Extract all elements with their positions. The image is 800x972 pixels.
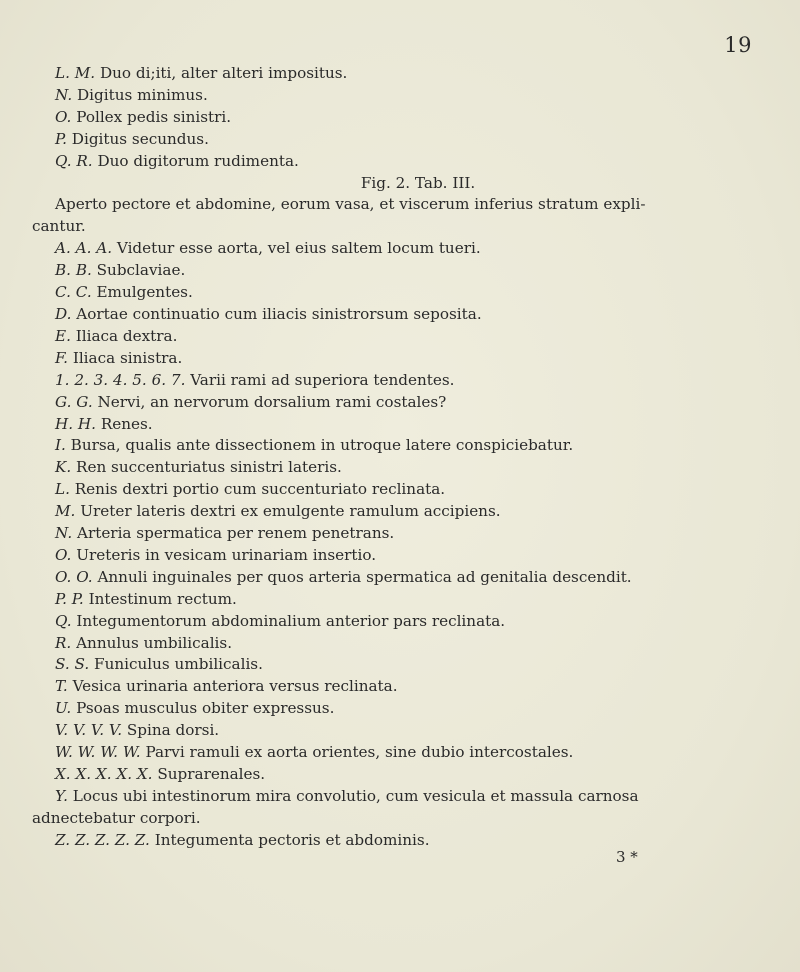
legend-entry-1: [32, 260, 774, 282]
legend-entry-3: [32, 304, 774, 326]
legend-key: O.: [55, 545, 72, 564]
legend-entry-z: [32, 830, 774, 852]
top-entry-0: [32, 63, 774, 85]
intro-line-1: Aperto pectore et abdomine, eorum vasa, et viscerum inferius stratum expli-: [55, 195, 646, 214]
legend-key: T.: [55, 677, 68, 696]
legend-text: Subclaviae.: [96, 261, 186, 280]
legend-key: R.: [55, 633, 72, 652]
legend-key: D.: [55, 304, 72, 323]
top-entry-list: [32, 63, 774, 173]
legend-key: F.: [55, 348, 68, 367]
legend-key: V. V. V. V.: [55, 721, 123, 740]
legend-entry-7: [32, 392, 774, 414]
top-entry-4: [32, 151, 774, 173]
legend-text: Iliaca dextra.: [75, 326, 178, 345]
legend-text: Videtur esse aorta, vel eius saltem locum tueri.: [116, 239, 481, 258]
legend-key: K.: [55, 458, 72, 477]
legend-key: P. P.: [55, 589, 84, 608]
intro-line-2: cantur.: [32, 217, 86, 236]
legend-entry-23: [32, 742, 774, 764]
legend-text: Varii rami ad superiora tendentes.: [190, 370, 455, 389]
legend-key: B. B.: [55, 261, 92, 280]
legend-text: Ureteris in vesicam urinariam insertio.: [76, 545, 377, 564]
legend-key: P.: [55, 129, 67, 148]
legend-text: Duo digitorum rudimenta.: [97, 151, 299, 170]
legend-entry-y-continuation: adnectebatur corpori.: [32, 808, 201, 827]
legend-text: Vesica urinaria anteriora versus reclinata.: [72, 677, 398, 696]
legend-text: Ureter lateris dextri ex emulgente ramulum accipiens.: [80, 502, 501, 521]
legend-text: Duo di;iti, alter alteri impositus.: [99, 64, 348, 82]
legend-key: C. C.: [55, 283, 92, 302]
legend-entry-14: [32, 545, 774, 567]
legend-text: Intestinum rectum.: [88, 589, 237, 608]
legend-key: E.: [55, 326, 71, 345]
page-text: [32, 63, 774, 852]
legend-text: Renis dextri portio cum succenturiato reclinata.: [74, 480, 446, 499]
legend-key: O.: [55, 107, 72, 126]
legend-text: Integumentorum abdominalium anterior pars reclinata.: [76, 611, 506, 630]
legend-entry-16: [32, 589, 774, 611]
legend-text: Annulus umbilicalis.: [76, 633, 233, 652]
legend-entry-19: [32, 654, 774, 676]
legend-key: G. G.: [55, 392, 93, 411]
legend-key: X. X. X. X. X.: [55, 765, 153, 783]
legend-text: Locus ubi intestinorum mira convolutio, cum vesicula et massula carnosa: [72, 786, 639, 805]
legend-text: Digitus secundus.: [71, 129, 209, 148]
legend-key: M.: [55, 502, 76, 521]
legend-text: Annuli inguinales per quos arteria spermatica ad genitalia descendit.: [97, 567, 632, 586]
legend-entry-10: [32, 457, 774, 479]
legend-text: Iliaca sinistra.: [72, 348, 183, 367]
legend-text: Pollex pedis sinistri.: [76, 107, 232, 126]
legend-entry-21: [32, 698, 774, 720]
legend-text: Digitus minimus.: [76, 85, 208, 104]
legend-entry-22: [32, 720, 774, 742]
legend-text: Parvi ramuli ex aorta orientes, sine dubio intercostales.: [145, 743, 574, 762]
legend-entry-11: [32, 479, 774, 501]
top-entry-1: [32, 85, 774, 107]
legend-text: Emulgentes.: [96, 283, 193, 302]
top-entry-3: [32, 129, 774, 151]
legend-key: O. O.: [55, 567, 93, 586]
legend-key: L.: [55, 480, 70, 499]
legend-key: L. M.: [55, 64, 96, 82]
legend-text: Funiculus umbilicalis.: [94, 655, 263, 674]
legend-text: Integumenta pectoris et abdominis.: [154, 830, 430, 849]
legend-entry-15: [32, 567, 774, 589]
legend-key: Y.: [55, 786, 68, 805]
legend-key: U.: [55, 699, 72, 718]
legend-entry-4: [32, 326, 774, 348]
legend-text: Arteria spermatica per renem penetrans.: [76, 524, 395, 543]
signature-mark: 3 *: [616, 848, 638, 866]
legend-text: Nervi, an nervorum dorsalium rami costales?: [97, 392, 447, 411]
legend-key: N.: [55, 85, 73, 104]
legend-text: Ren succenturiatus sinistri lateris.: [76, 458, 342, 477]
legend-entry-24: [32, 764, 774, 786]
legend-entry-2: [32, 282, 774, 304]
legend-key: I.: [55, 436, 66, 455]
legend-key: Z. Z. Z. Z. Z.: [55, 830, 150, 849]
legend-text: Aortae continuatio cum iliacis sinistrorsum seposita.: [76, 304, 482, 323]
top-entry-2: [32, 107, 774, 129]
figure-heading: Fig. 2. Tab. III.: [360, 173, 476, 192]
legend-text: Bursa, qualis ante dissectionem in utroque latere conspiciebatur.: [70, 436, 574, 455]
legend-text: Renes.: [100, 414, 153, 433]
legend-entry-20: [32, 676, 774, 698]
legend-key: Q.: [55, 611, 72, 630]
legend-key: 1. 2. 3. 4. 5. 6. 7.: [55, 370, 186, 389]
legend-text: Suprarenales.: [157, 765, 266, 783]
legend-key: N.: [55, 524, 73, 543]
legend-entry-8: [32, 414, 774, 436]
legend-entry-17: [32, 611, 774, 633]
legend-entry-y: [32, 786, 774, 808]
legend-key: Q. R.: [55, 151, 93, 170]
legend-key: A. A. A.: [55, 239, 113, 258]
legend-entry-0: [32, 238, 774, 260]
legend-entry-5: [32, 348, 774, 370]
legend-entry-6: [32, 370, 774, 392]
legend-key: W. W. W. W.: [55, 743, 141, 762]
legend-entry-9: [32, 435, 774, 457]
legend-entry-12: [32, 501, 774, 523]
legend-text: Psoas musculus obiter expressus.: [76, 699, 335, 718]
legend-entry-18: [32, 633, 774, 655]
legend-entry-list: [32, 238, 774, 786]
legend-entry-13: [32, 523, 774, 545]
page-number: 19: [724, 33, 752, 57]
legend-key: H. H.: [55, 414, 96, 433]
legend-key: S. S.: [55, 655, 90, 674]
legend-text: Spina dorsi.: [126, 721, 220, 740]
